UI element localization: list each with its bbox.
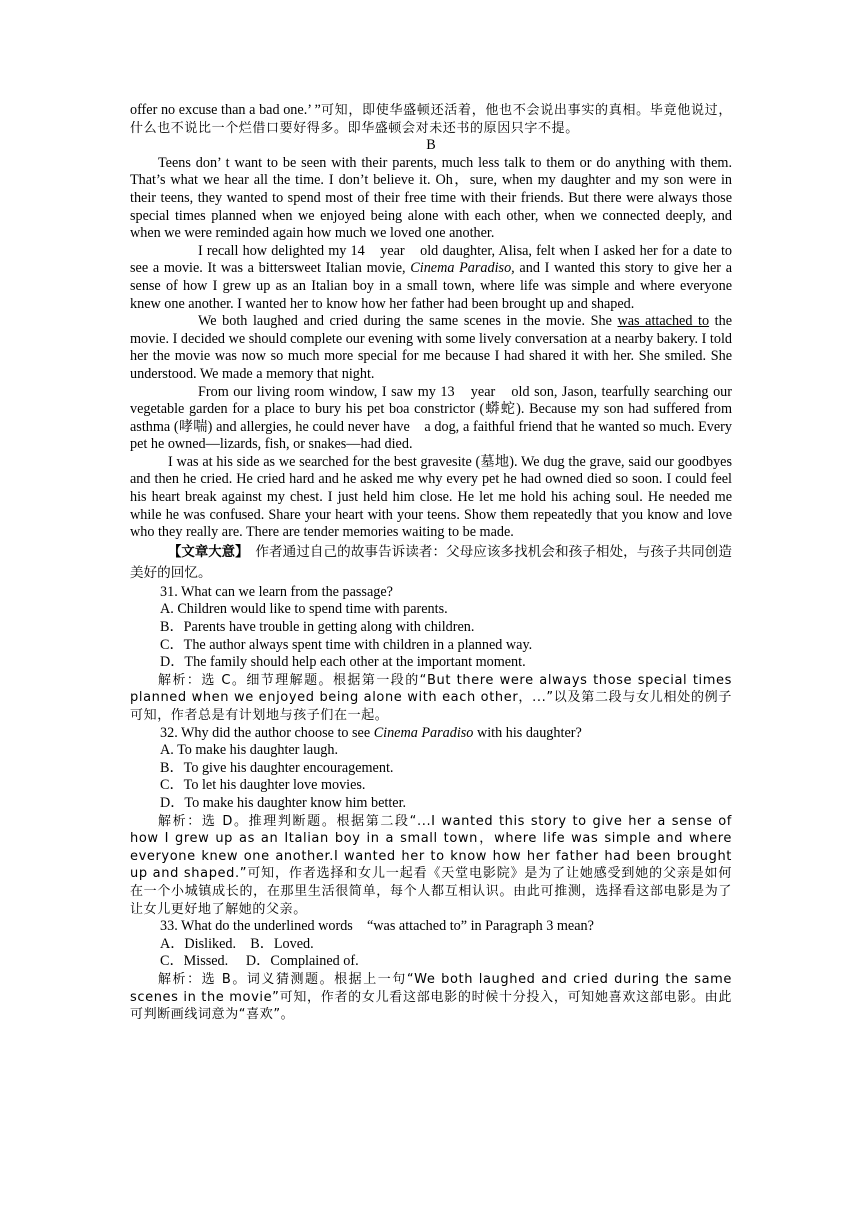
intro-chinese: 可知，即使华盛顿还活着，他也不会说出事实的真相。毕竟他说过，什么也不说比一个烂借口要好得多。即华盛顿会对未还书的原因只字不提。 [130,103,732,136]
question-32-option-d: D．To make his daughter know him better. [160,794,407,811]
question-31-option-b: B．Parents have trouble in getting along with children. [160,619,475,636]
intro-english: offer no excuse than a bad one.’ ” [130,102,321,118]
question-31-option-c: C．The author always spent time with children in a planned way. [160,636,533,653]
document-page [130,102,732,1024]
analysis-label: 解析： [158,971,202,987]
summary-label: 【文章大意】 [168,544,242,560]
question-31-stem: 31. What can we learn from the passage? [160,583,393,600]
question-31-option-a: A. Children would like to spend time with parents. [160,601,448,618]
question-33-analysis [130,971,732,1024]
p2-text-a: I recall how delighted my 14 year old daughter, Alisa, felt when I asked her for a date to see a movie. It was a bittersweet Italian movie, [130,242,732,277]
analysis-text: 选 C。细节理解题。根据第一段的“But there were always those special times planned when we enjoyed being alone with each other，...”以及第二段与女儿相处的例子可知，作者总是有计划地与孩子们在一起。 [130,672,732,723]
q32-stem-a: 32. Why did the author choose to see [160,724,374,741]
question-33-options-cd: C．Missed. D．Complained of. [160,953,359,970]
movie-title: Cinema Paradiso, [410,260,515,277]
summary-paragraph [130,542,732,584]
passage-paragraph-5: I was at his side as we searched for the best gravesite (墓地). We dug the grave, said our goodbyes and then he cried. He cried hard and he asked me why every pet he had owned died so soon. I could feel his heart break against my chest. I just held him close. He let me hold his aching soul. He needed me while he was confused. Share your heart with your teens. Show them repeatedly that you know and love who they really are. There are tender memories waiting to be made. [130,453,732,541]
question-32-analysis [130,813,732,919]
p2-text-b: and I wanted this story to give her a sense of how I grew up as an Italian boy in a small town, where life was simple and where everyone knew one another. I wanted her to know how her father had been brought up and shaped. [130,260,732,312]
analysis-label: 解析： [158,813,202,829]
intro-paragraph [130,102,732,137]
analysis-text: 选 B。词义猜测题。根据上一句“We both laughed and cried during the same scenes in the movie”可知，作者的女儿看这部电影的时候十分投入，可知她喜欢这部电影。由此可判断画线词意为“喜欢”。 [130,971,732,1023]
passage-paragraph-3 [130,313,732,383]
question-33-stem: 33. What do the underlined words “was attached to” in Paragraph 3 mean? [160,918,594,935]
p3-text-b: the movie. I decided we should complete our evening with some lively conversation at a nearby bakery. I told her the movie was now so much more special for me because I had shared it with her. She smiled. She understood. We made a memory that night. [130,313,733,382]
p3-text-a: We both laughed and cried during the same scenes in the movie. She [198,313,618,330]
question-32-option-b: B．To give his daughter encouragement. [160,759,394,776]
passage-paragraph-4: From our living room window, I saw my 13 year old son, Jason, tearfully searching our vegetable garden for a place to bury his pet boa constrictor (蟒蛇). Because my son had suffered from asthma (哮喘) and allergies, he could never have a dog, a faithful friend that he wanted so much. Every pet he owned—lizards, fish, or snakes—had died. [130,383,732,453]
question-33-options-ab: A．Disliked. B．Loved. [160,935,314,952]
summary-text: 作者通过自己的故事告诉读者：父母应该多找机会和孩子相处，与孩子共同创造美好的回忆。 [130,543,732,581]
q32-movie-title: Cinema Paradiso [373,724,474,741]
analysis-text: 选 D。推理判断题。根据第二段“...I wanted this story to give her a sense of how I grew up as an Italian boy in a small town，where life was simple and where everyone knew one another.I wanted her to know how her father had been brought up and shaped.”可知，作者选择和女儿一起看《天堂电影院》是为了让她感受到她的父亲是如何在一个小城镇成长的，在那里生活很简单，每个人都互相认识。由此可推测，选择看这部电影是为了让女儿更好地了解她的父亲。 [130,813,732,917]
section-label: B [426,137,436,154]
question-31-option-d: D．The family should help each other at the important moment. [160,654,526,671]
passage-paragraph-2 [130,243,732,313]
passage-paragraph-1: Teens don’ t want to be seen with their parents, much less talk to them or do anything with them. That’s what we hear all the time. I don’t believe it. Oh，sure, when my daughter and my son were in their teens, they wanted to spend most of their free time with their friends. But there were always those special times planned when we enjoyed being alone with each other, when we connected deeply, and when we were reminded again how much we loved one another. [130,154,732,242]
question-32-option-c: C．To let his daughter love movies. [160,777,366,794]
question-32-stem [130,725,732,743]
underlined-phrase: was attached to [617,313,710,330]
analysis-label: 解析： [158,672,202,688]
question-31-analysis [130,672,732,725]
q32-stem-b: with his daughter? [473,724,582,741]
question-32-option-a: A. To make his daughter laugh. [160,742,339,759]
